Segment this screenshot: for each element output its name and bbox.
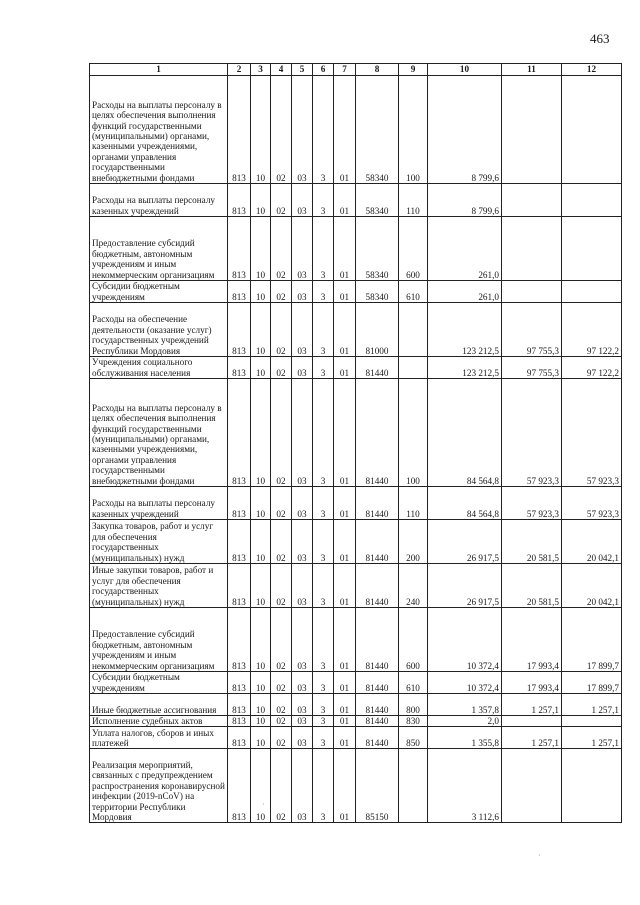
row-name-cell: Иные закупки товаров, работ и услуг для обеспечения государственных (муниципальных) нужд [90, 564, 228, 608]
code-cell: 01 [334, 520, 356, 564]
code-cell: 01 [334, 487, 356, 520]
code-cell: 10 [251, 76, 271, 184]
code-cell: 85150 [356, 749, 399, 823]
code-cell: 03 [292, 608, 313, 672]
amount-cell [562, 281, 622, 303]
amount-cell: 3 112,6 [428, 749, 502, 823]
row-name-cell: Исполнение судебных актов [90, 716, 228, 727]
header-cell: 7 [334, 64, 356, 76]
code-cell: 02 [271, 184, 292, 217]
code-cell: 813 [228, 487, 251, 520]
code-cell: 813 [228, 749, 251, 823]
table-row [90, 487, 622, 520]
code-cell: 01 [334, 672, 356, 694]
code-cell: 01 [334, 716, 356, 727]
code-cell: 3 [313, 716, 334, 727]
table-row [90, 520, 622, 564]
amount-cell: 1 257,1 [562, 727, 622, 749]
amount-cell: 1 257,1 [502, 727, 562, 749]
header-row [90, 64, 622, 76]
header-cell: 11 [502, 64, 562, 76]
row-name-cell: Закупка товаров, работ и услуг для обеспечения государственных (муниципальных) нужд [90, 520, 228, 564]
amount-cell: 26 917,5 [428, 564, 502, 608]
amount-cell: 17 899,7 [562, 672, 622, 694]
amount-cell: 10 372,4 [428, 672, 502, 694]
code-cell: 02 [271, 727, 292, 749]
code-cell: 02 [271, 694, 292, 716]
code-cell: 03 [292, 564, 313, 608]
code-cell: 03 [292, 727, 313, 749]
table-row [90, 694, 622, 716]
code-cell: 813 [228, 76, 251, 184]
table-row [90, 379, 622, 487]
amount-cell [562, 184, 622, 217]
page-number: 463 [590, 31, 610, 46]
code-cell: 10 [251, 281, 271, 303]
code-cell [399, 357, 428, 379]
code-cell: 800 [399, 694, 428, 716]
amount-cell: 20 042,1 [562, 564, 622, 608]
row-name-cell: Расходы на обеспечение деятельности (оказание услуг) государственных учреждений Республики Мордовия [90, 303, 228, 357]
header-cell: 12 [562, 64, 622, 76]
amount-cell [502, 281, 562, 303]
code-cell: 10 [251, 487, 271, 520]
row-name-cell: Расходы на выплаты персоналу казенных учреждений [90, 487, 228, 520]
code-cell: 813 [228, 281, 251, 303]
table-row [90, 564, 622, 608]
code-cell: 200 [399, 520, 428, 564]
code-cell: 10 [251, 716, 271, 727]
code-cell: 02 [271, 520, 292, 564]
code-cell: 3 [313, 749, 334, 823]
amount-cell: 57 923,3 [562, 487, 622, 520]
code-cell: 813 [228, 608, 251, 672]
code-cell: 813 [228, 184, 251, 217]
code-cell: 10 [251, 608, 271, 672]
code-cell: 813 [228, 303, 251, 357]
header-cell: 10 [428, 64, 502, 76]
code-cell: 01 [334, 184, 356, 217]
amount-cell [562, 749, 622, 823]
code-cell: 813 [228, 672, 251, 694]
code-cell: 813 [228, 520, 251, 564]
header-cell: 1 [90, 64, 228, 76]
row-name-cell: Предоставление субсидий бюджетным, автономным учреждениям и иным некоммерческим организациям [90, 217, 228, 281]
code-cell: 10 [251, 357, 271, 379]
code-cell: 03 [292, 217, 313, 281]
code-cell: 02 [271, 379, 292, 487]
budget-table [89, 63, 622, 823]
code-cell: 01 [334, 217, 356, 281]
code-cell: 813 [228, 694, 251, 716]
code-cell: 813 [228, 379, 251, 487]
amount-cell [502, 184, 562, 217]
table-row [90, 727, 622, 749]
code-cell: 58340 [356, 217, 399, 281]
header-cell: 3 [251, 64, 271, 76]
code-cell: 81440 [356, 716, 399, 727]
code-cell: 100 [399, 379, 428, 487]
code-cell: 02 [271, 217, 292, 281]
table-row [90, 303, 622, 357]
amount-cell: 10 372,4 [428, 608, 502, 672]
code-cell: 02 [271, 716, 292, 727]
code-cell: 01 [334, 76, 356, 184]
amount-cell [502, 716, 562, 727]
code-cell: 01 [334, 608, 356, 672]
header-cell: 4 [271, 64, 292, 76]
code-cell: 03 [292, 379, 313, 487]
code-cell: 81440 [356, 487, 399, 520]
amount-cell: 1 257,1 [502, 694, 562, 716]
code-cell: 10 [251, 184, 271, 217]
amount-cell: 2,0 [428, 716, 502, 727]
header-cell: 5 [292, 64, 313, 76]
row-name-cell: Расходы на выплаты персоналу в целях обеспечения выполнения функций государственными (муниципальными) органами, казенными учреждениями, органами управления государственными внебюджетными фондами [90, 379, 228, 487]
amount-cell: 8 799,6 [428, 184, 502, 217]
amount-cell: 20 042,1 [562, 520, 622, 564]
code-cell: 03 [292, 303, 313, 357]
code-cell: 10 [251, 520, 271, 564]
code-cell: 03 [292, 281, 313, 303]
code-cell: 100 [399, 76, 428, 184]
amount-cell [562, 716, 622, 727]
scan-speck: · [538, 851, 541, 860]
code-cell: 3 [313, 608, 334, 672]
code-cell: 01 [334, 379, 356, 487]
header-cell: 9 [399, 64, 428, 76]
code-cell: 110 [399, 487, 428, 520]
code-cell: 03 [292, 184, 313, 217]
code-cell: 02 [271, 303, 292, 357]
code-cell: 81000 [356, 303, 399, 357]
header-cell: 8 [356, 64, 399, 76]
row-name-cell: Предоставление субсидий бюджетным, автономным учреждениям и иным некоммерческим организациям [90, 608, 228, 672]
code-cell: 01 [334, 303, 356, 357]
table-row [90, 184, 622, 217]
code-cell: 81440 [356, 379, 399, 487]
code-cell: 10 [251, 379, 271, 487]
code-cell: 110 [399, 184, 428, 217]
amount-cell: 84 564,8 [428, 487, 502, 520]
amount-cell: 17 899,7 [562, 608, 622, 672]
code-cell: 81440 [356, 564, 399, 608]
code-cell: 01 [334, 727, 356, 749]
code-cell: 81440 [356, 672, 399, 694]
code-cell: 03 [292, 487, 313, 520]
code-cell: 01 [334, 564, 356, 608]
code-cell: 03 [292, 357, 313, 379]
code-cell: 3 [313, 520, 334, 564]
row-name-cell: Субсидии бюджетным учреждениям [90, 281, 228, 303]
code-cell: 3 [313, 357, 334, 379]
code-cell: 02 [271, 487, 292, 520]
code-cell: 01 [334, 694, 356, 716]
code-cell: 02 [271, 608, 292, 672]
amount-cell: 123 212,5 [428, 303, 502, 357]
code-cell: 02 [271, 749, 292, 823]
code-cell: 3 [313, 727, 334, 749]
code-cell: 10 [251, 564, 271, 608]
row-name-cell: Учреждения социального обслуживания населения [90, 357, 228, 379]
amount-cell: 57 923,3 [502, 487, 562, 520]
table-row [90, 749, 622, 823]
row-name-cell: Реализация мероприятий, связанных с предупреждением распространения коронавирусной инфекции (2019-nCoV) на территории Республики Мордовия [90, 749, 228, 823]
code-cell: 10 [251, 749, 271, 823]
code-cell: 813 [228, 727, 251, 749]
code-cell: 813 [228, 564, 251, 608]
amount-cell: 97 755,3 [502, 303, 562, 357]
amount-cell: 26 917,5 [428, 520, 502, 564]
code-cell: 3 [313, 281, 334, 303]
amount-cell: 1 355,8 [428, 727, 502, 749]
code-cell: 02 [271, 281, 292, 303]
code-cell: 81440 [356, 608, 399, 672]
code-cell: 01 [334, 357, 356, 379]
code-cell [399, 749, 428, 823]
amount-cell: 57 923,3 [502, 379, 562, 487]
code-cell: 03 [292, 76, 313, 184]
amount-cell: 57 923,3 [562, 379, 622, 487]
code-cell: 81440 [356, 357, 399, 379]
amount-cell [502, 217, 562, 281]
row-name-cell: Иные бюджетные ассигнования [90, 694, 228, 716]
code-cell: 01 [334, 281, 356, 303]
code-cell: 610 [399, 672, 428, 694]
code-cell: 81440 [356, 520, 399, 564]
code-cell: 3 [313, 379, 334, 487]
code-cell: 3 [313, 672, 334, 694]
code-cell: 600 [399, 608, 428, 672]
code-cell: 3 [313, 184, 334, 217]
code-cell: 58340 [356, 184, 399, 217]
code-cell: 3 [313, 694, 334, 716]
row-name-cell: Расходы на выплаты персоналу казенных учреждений [90, 184, 228, 217]
amount-cell: 84 564,8 [428, 379, 502, 487]
code-cell: 03 [292, 749, 313, 823]
amount-cell: 123 212,5 [428, 357, 502, 379]
table-row [90, 608, 622, 672]
code-cell: 58340 [356, 281, 399, 303]
code-cell: 10 [251, 217, 271, 281]
table-row [90, 76, 622, 184]
code-cell: 813 [228, 716, 251, 727]
code-cell: 03 [292, 716, 313, 727]
amount-cell [562, 76, 622, 184]
row-name-cell: Расходы на выплаты персоналу в целях обеспечения выполнения функций государственными (муниципальными) органами, казенными учреждениями, органами управления государственными внебюджетными фондами [90, 76, 228, 184]
code-cell: 830 [399, 716, 428, 727]
code-cell: 610 [399, 281, 428, 303]
table-body [90, 76, 622, 823]
table-row [90, 672, 622, 694]
code-cell: 850 [399, 727, 428, 749]
header-cell: 6 [313, 64, 334, 76]
amount-cell: 261,0 [428, 281, 502, 303]
amount-cell: 97 122,2 [562, 357, 622, 379]
row-name-cell: Уплата налогов, сборов и иных платежей [90, 727, 228, 749]
table-row [90, 357, 622, 379]
code-cell: 3 [313, 564, 334, 608]
code-cell: 10 [251, 694, 271, 716]
amount-cell: 97 122,2 [562, 303, 622, 357]
code-cell: 3 [313, 76, 334, 184]
code-cell: 3 [313, 217, 334, 281]
amount-cell: 20 581,5 [502, 520, 562, 564]
amount-cell: 261,0 [428, 217, 502, 281]
amount-cell [502, 76, 562, 184]
amount-cell: 20 581,5 [502, 564, 562, 608]
code-cell: 10 [251, 672, 271, 694]
header-cell: 2 [228, 64, 251, 76]
amount-cell: 8 799,6 [428, 76, 502, 184]
table-row [90, 716, 622, 727]
code-cell: 02 [271, 564, 292, 608]
amount-cell: 17 993,4 [502, 608, 562, 672]
code-cell: 02 [271, 76, 292, 184]
amount-cell: 17 993,4 [502, 672, 562, 694]
amount-cell [502, 749, 562, 823]
code-cell [399, 303, 428, 357]
code-cell: 813 [228, 357, 251, 379]
code-cell: 81440 [356, 727, 399, 749]
row-name-cell: Субсидии бюджетным учреждениям [90, 672, 228, 694]
amount-cell: 97 755,3 [502, 357, 562, 379]
code-cell: 03 [292, 520, 313, 564]
code-cell: 03 [292, 694, 313, 716]
code-cell: 10 [251, 727, 271, 749]
table-row [90, 281, 622, 303]
code-cell: 600 [399, 217, 428, 281]
code-cell: 01 [334, 749, 356, 823]
code-cell: 03 [292, 672, 313, 694]
table-row [90, 217, 622, 281]
code-cell: 813 [228, 217, 251, 281]
code-cell: 02 [271, 672, 292, 694]
amount-cell: 1 257,1 [562, 694, 622, 716]
amount-cell: 1 357,8 [428, 694, 502, 716]
code-cell: 10 [251, 303, 271, 357]
code-cell: 3 [313, 487, 334, 520]
code-cell: 3 [313, 303, 334, 357]
code-cell: 81440 [356, 694, 399, 716]
code-cell: 240 [399, 564, 428, 608]
code-cell: 58340 [356, 76, 399, 184]
scan-speck: · [262, 800, 265, 809]
amount-cell [562, 217, 622, 281]
code-cell: 02 [271, 357, 292, 379]
